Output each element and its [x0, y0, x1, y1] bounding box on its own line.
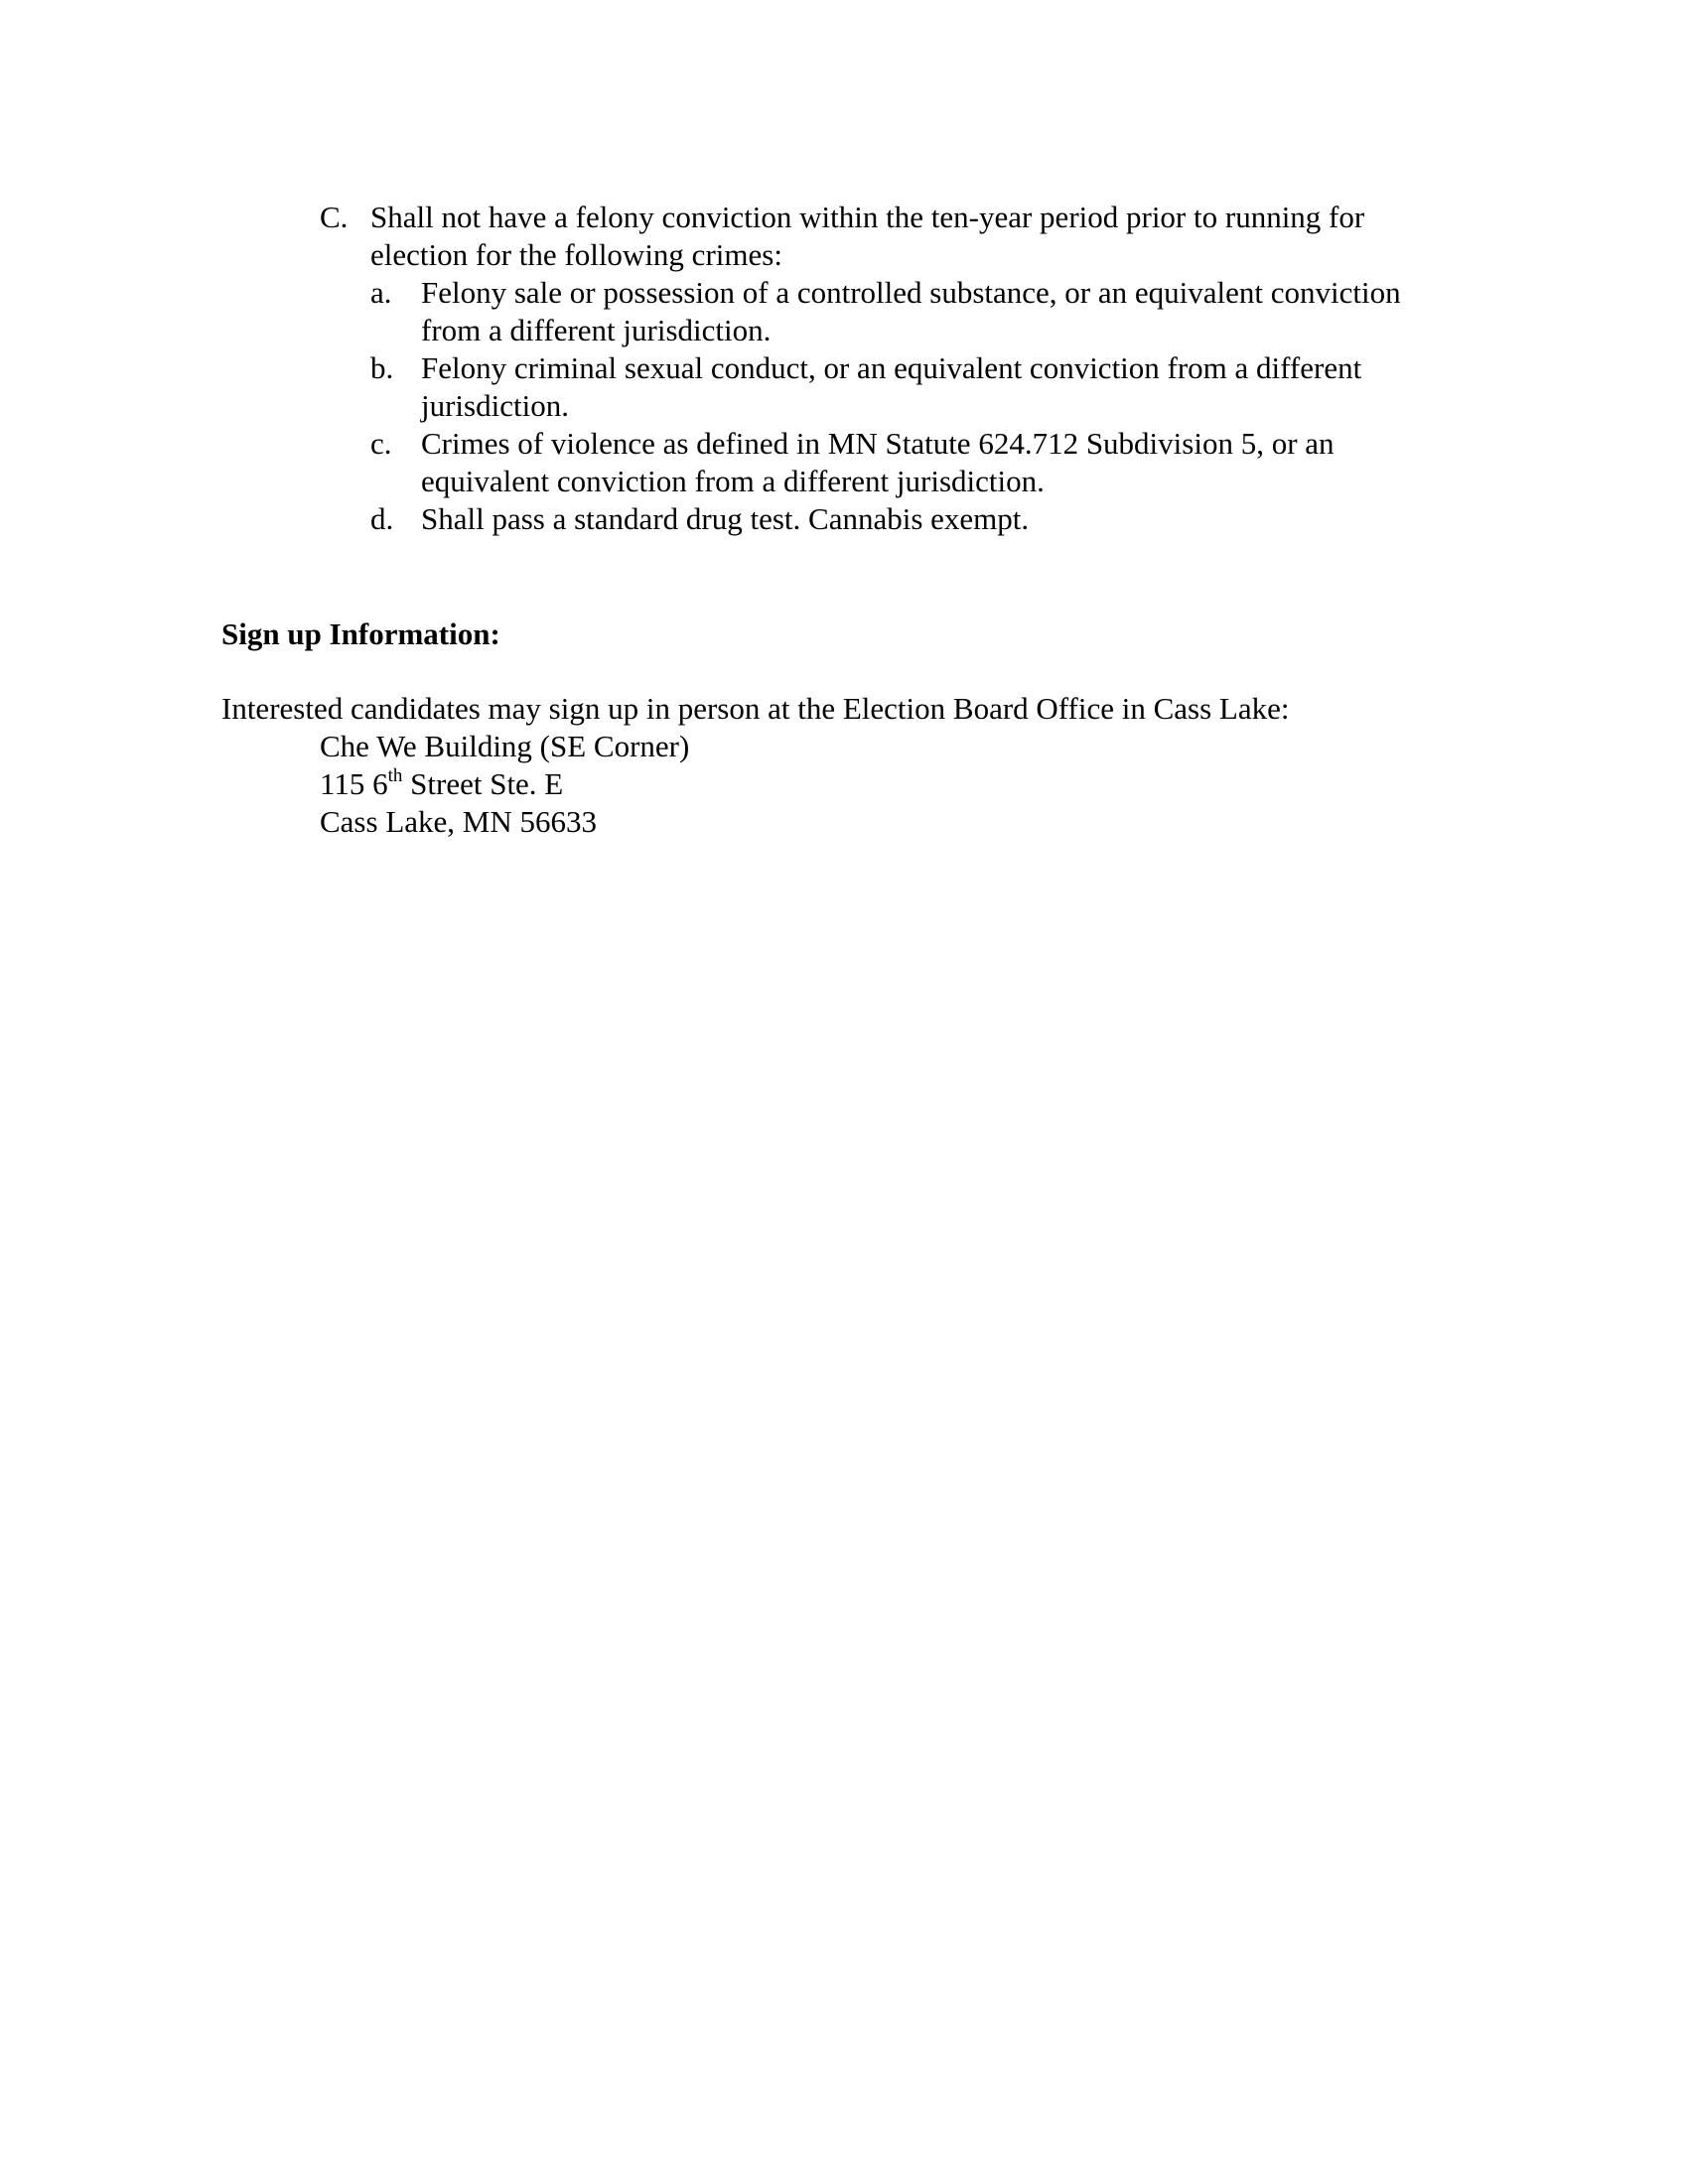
list-item-text: Crimes of violence as defined in MN Statute 624.712 Subdivision 5, or an equivalent conviction from a different jurisdiction.: [421, 426, 1335, 498]
list-marker: a.: [370, 275, 392, 310]
signup-paragraph: Interested candidates may sign up in person at the Election Board Office in Cass Lake:: [221, 691, 1290, 726]
ordinal-suffix: th: [387, 764, 403, 786]
list-marker: d.: [370, 501, 394, 536]
list-item: [370, 425, 1432, 500]
requirement-c-text: Shall not have a felony conviction within the ten-year period prior to running for election for the following crimes:: [370, 200, 1365, 272]
address-line-building: Che We Building (SE Corner): [320, 729, 690, 763]
list-item: [370, 500, 1432, 538]
list-item-text: Shall pass a standard drug test. Cannabis exempt.: [421, 501, 1030, 536]
address-line-city: Cass Lake, MN 56633: [320, 804, 597, 839]
requirement-c: [320, 199, 1432, 538]
address-line-street: [320, 765, 689, 803]
list-marker: b.: [370, 350, 394, 385]
office-address: [320, 728, 689, 841]
street-number: 115 6: [320, 766, 388, 801]
list-item: [370, 274, 1432, 349]
requirement-c-row: [320, 199, 1432, 274]
list-marker: c.: [370, 426, 392, 461]
list-item: [370, 349, 1432, 425]
list-item-text: Felony criminal sexual conduct, or an equivalent conviction from a different jurisdiction.: [421, 350, 1362, 423]
requirement-c-sublist: [370, 274, 1432, 538]
list-item-text: Felony sale or possession of a controlled substance, or an equivalent conviction from a different jurisdiction.: [421, 275, 1401, 347]
list-marker: C.: [320, 200, 349, 234]
signup-heading: Sign up Information:: [221, 616, 500, 651]
street-name: Street Ste. E: [402, 766, 564, 801]
